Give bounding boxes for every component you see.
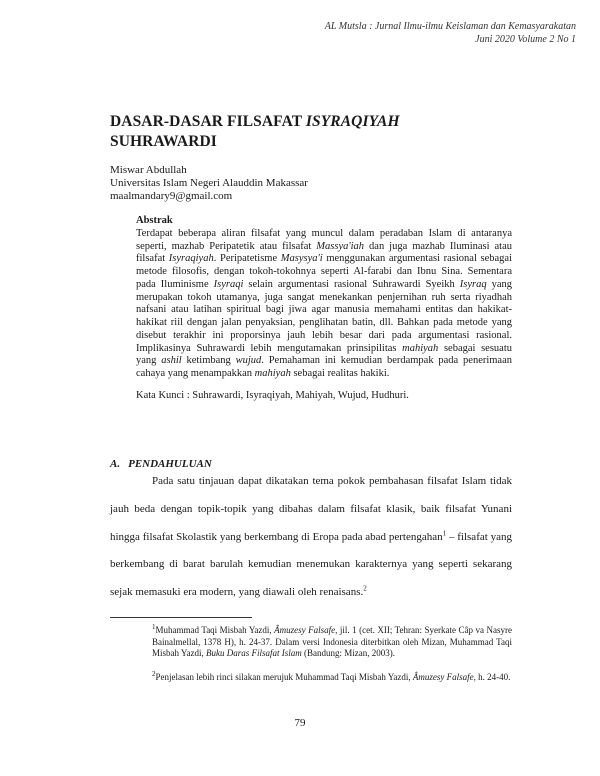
footnote-2-text: , h. 24-40. (473, 672, 511, 682)
abstract-text: menggunakan argumentasi rasional sebagai metode filosofis, dengan tokoh-tokohnya seperti Al-farabi dan Ibnu Sina. Sementara pada Iluminisme (136, 253, 512, 290)
abstract-text: dan juga mazhab Iluminasi atau filsafat (136, 240, 512, 265)
abstract-text: selain argumentasi rasional Suhrawardi Syeikh (243, 278, 460, 290)
author-block (110, 164, 308, 203)
footnote-ref-1[interactable]: 1 (442, 528, 447, 537)
abstract-heading: Abstrak (136, 215, 173, 226)
paragraph (110, 468, 512, 607)
paragraph-text-a: Pada satu tinjauan dapat dikatakan tema pokok pembahasan filsafat Islam tidak jauh beda dengan topik-topik yang dibahas dalam filsafat klasik, baik filsafat Yunani hingga filsafat Skolastik yang berkembang di Eropa pada abad pertengahan (110, 475, 512, 543)
abstract-text: . Peripatetisme (213, 253, 281, 265)
abstract-term: Isyraqiyah (168, 253, 214, 265)
abstract-text: sebagai sesuatu yang (136, 342, 512, 367)
footnote-2-number: 2 (152, 670, 156, 678)
abstract-term: mahiyah (254, 368, 291, 379)
section-number: A. (110, 458, 121, 470)
author-affiliation: Universitas Islam Negeri Alauddin Makassar (110, 177, 308, 189)
main-text (110, 468, 512, 607)
abstract-text: sebagai realitas hakiki. (290, 368, 390, 379)
footnote-1-number: 1 (152, 623, 156, 631)
footnote-2 (110, 672, 512, 684)
footnote-ref-2[interactable]: 2 (363, 584, 367, 593)
abstract (136, 215, 512, 403)
journal-name: AL Mutsla : Jurnal Ilmu-ilmu Keislaman dan Kemasyarakatan (324, 21, 576, 32)
abstract-term: wujud (235, 355, 262, 367)
abstract-term: Isyraqi (213, 278, 244, 290)
footnote-1-text: (Bandung: Mizan, 2003). (301, 648, 395, 659)
abstract-term: ashil (161, 355, 182, 367)
title-part-1: DASAR-DASAR FILSAFAT (110, 113, 306, 130)
abstract-text: . Pemahaman ini kemudian berdampak pada penerimaan cahaya yang menampakkan (136, 355, 513, 379)
abstract-term: Masysya'i (280, 253, 323, 265)
footnote-1-text: Muhammad Taqi Misbah Yazdi, (155, 625, 275, 635)
section-title: PENDAHULUAN (128, 458, 212, 470)
keywords: Kata Kunci : Suhrawardi, Isyraqiyah, Mahiyah, Wujud, Hudhuri. (136, 389, 409, 401)
footnote-2-title: Âmuzesy Falsafe (412, 672, 474, 682)
abstract-text: Terdapat beberapa aliran filsafat yang muncul dalam peradaban Islam di antaranya seperti, mazhab Peripatetik atau filsafat (136, 227, 512, 252)
article-title (110, 112, 510, 152)
author-name: Miswar Abdullah (110, 164, 187, 176)
abstract-body (136, 228, 512, 381)
footnote-2-text: Penjelasan lebih rinci silakan merujuk Muhammad Taqi Misbah Yazdi, (155, 672, 413, 682)
title-line-2: SUHRAWARDI (110, 133, 217, 150)
abstract-term: mahiyah (402, 342, 439, 354)
page-number: 79 (294, 717, 306, 729)
running-head (325, 20, 576, 46)
footnote-1-title: Buku Daras Filsafat Islam (206, 648, 302, 659)
title-part-2: ISYRAQIYAH (305, 113, 400, 130)
footnote-1-title: Âmuzesy Falsafe (274, 625, 336, 635)
abstract-text: yang merupakan tokoh utamanya, juga sangat menekankan penjernihan ruh serta riyadhah nafsani atau latihan spiritual bagi jiwa agar manusia memahami entitas dan hakikat-hakikat riil dengan jalan penyaksian, penglihatan batin, dll. Bahkan pada metode yang disebut terakhir ini proporsinya jauh lebih besar dari pada argumentasi rasional. Implikasinya Suhrawardi lebih mengutamakan prinsipilitas (136, 278, 512, 354)
footnote-1 (110, 625, 512, 660)
footnote-divider (110, 617, 252, 618)
journal-issue: Juni 2020 Volume 2 No 1 (475, 34, 576, 45)
abstract-term: Massya'iah (316, 240, 365, 252)
footnote-1-text: , jil. 1 (cet. XII; Tehran: Syerkate Câp va Nasyre Bainalmellal, 1378 H), h. 24-37. Dalam versi Indonesia diterbitkan oleh Mizan, Muhammad Taqi Misbah Yazdi, (152, 625, 512, 659)
author-email: maalmandary9@gmail.com (110, 190, 233, 202)
abstract-text: ketimbang (181, 355, 236, 367)
paragraph-text-b: – filsafat yang berkembang di barat barulah kemudian menemukan karakternya yang seperti sekarang sejak memasuki era modern, yang diawali oleh renaisans. (110, 530, 512, 599)
abstract-term: Isyraq (459, 278, 487, 290)
